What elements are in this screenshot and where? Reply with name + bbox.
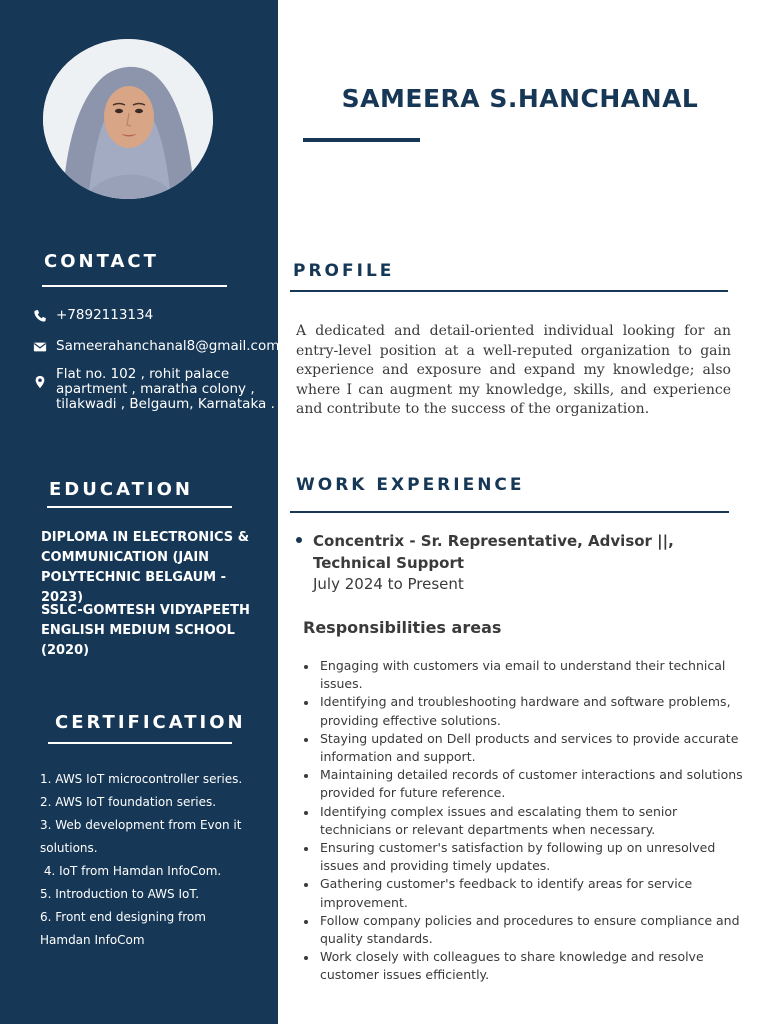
mail-icon — [33, 340, 47, 354]
address-line: tilakwadi , Belgaum, Karnataka . — [56, 396, 275, 412]
profile-divider — [290, 290, 728, 292]
certification-item: 3. Web development from Evon it — [40, 818, 242, 832]
job-dates: July 2024 to Present — [313, 575, 464, 593]
education-heading: EDUCATION — [49, 479, 193, 500]
education-line: ENGLISH MEDIUM SCHOOL — [41, 623, 235, 638]
certification-item: 1. AWS IoT microcontroller series. — [40, 772, 243, 786]
certification-list — [40, 768, 270, 952]
sidebar — [0, 0, 278, 1024]
responsibility-item: Identifying and troubleshooting hardware and software problems, providing effective solutions. — [302, 693, 747, 729]
education-divider — [47, 506, 232, 508]
certification-item: 2. AWS IoT foundation series. — [40, 795, 217, 809]
education-line: (2020) — [41, 643, 90, 658]
contact-heading: CONTACT — [44, 251, 159, 272]
candidate-name: SAMEERA S.HANCHANAL — [341, 84, 699, 113]
certification-item: Hamdan InfoCom — [40, 933, 145, 947]
responsibility-item: Gathering customer's feedback to identify areas for service improvement. — [302, 875, 747, 911]
profile-heading: PROFILE — [293, 261, 395, 281]
education-line: COMMUNICATION (JAIN — [41, 550, 210, 565]
phone-icon — [33, 309, 47, 323]
work-experience-divider — [290, 511, 729, 513]
education-item — [41, 528, 271, 608]
responsibilities-heading: Responsibilities areas — [303, 618, 502, 637]
profile-photo — [43, 39, 213, 199]
phone-number[interactable]: +7892113134 — [56, 307, 154, 323]
profile-summary: A dedicated and detail-oriented individual looking for an entry-level position at a well-reputed organization to gain experience and exposure and expand my knowledge; also where I can augment my knowledge, skills, and experience and contribute to the success of the organization. — [296, 323, 731, 417]
name-underline — [303, 138, 420, 142]
contact-divider — [42, 285, 227, 287]
education-item — [41, 601, 271, 661]
education-line: DIPLOMA IN ELECTRONICS & — [41, 530, 250, 545]
location-icon — [33, 375, 47, 389]
address-line: Flat no. 102 , rohit palace — [56, 366, 230, 382]
certification-item: 6. Front end designing from — [40, 910, 206, 924]
responsibility-item: Ensuring customer's satisfaction by following up on unresolved issues and providing timely updates. — [302, 839, 747, 875]
responsibility-item: Engaging with customers via email to understand their technical issues. — [302, 657, 747, 693]
education-line: SSLC-GOMTESH VIDYAPEETH — [41, 603, 250, 618]
job-title: Concentrix - Sr. Representative, Advisor ||, Technical Support — [313, 532, 674, 572]
certification-divider — [48, 742, 232, 744]
responsibility-item: Work closely with colleagues to share knowledge and resolve customer issues efficiently. — [302, 948, 747, 984]
certification-item: solutions. — [40, 841, 98, 855]
email-address[interactable]: Sameerahanchanal8@gmail.com — [56, 338, 280, 354]
certification-heading: CERTIFICATION — [55, 712, 246, 733]
responsibilities-list — [302, 657, 747, 985]
profile-photo-image — [43, 39, 213, 199]
responsibility-item: Follow company policies and procedures to ensure compliance and quality standards. — [302, 912, 747, 948]
responsibility-item: Maintaining detailed records of customer interactions and solutions provided for future reference. — [302, 766, 747, 802]
job-bullet — [296, 537, 302, 543]
certification-item: 5. Introduction to AWS IoT. — [40, 887, 200, 901]
responsibility-item: Staying updated on Dell products and services to provide accurate information and support. — [302, 730, 747, 766]
certification-item: 4. IoT from Hamdan InfoCom. — [40, 864, 222, 878]
address-line: apartment , maratha colony , — [56, 381, 255, 397]
responsibility-item: Identifying complex issues and escalating them to senior technicians or relevant departments when necessary. — [302, 803, 747, 839]
education-line: POLYTECHNIC BELGAUM - 2023) — [41, 570, 227, 605]
work-experience-heading: WORK EXPERIENCE — [296, 475, 525, 495]
